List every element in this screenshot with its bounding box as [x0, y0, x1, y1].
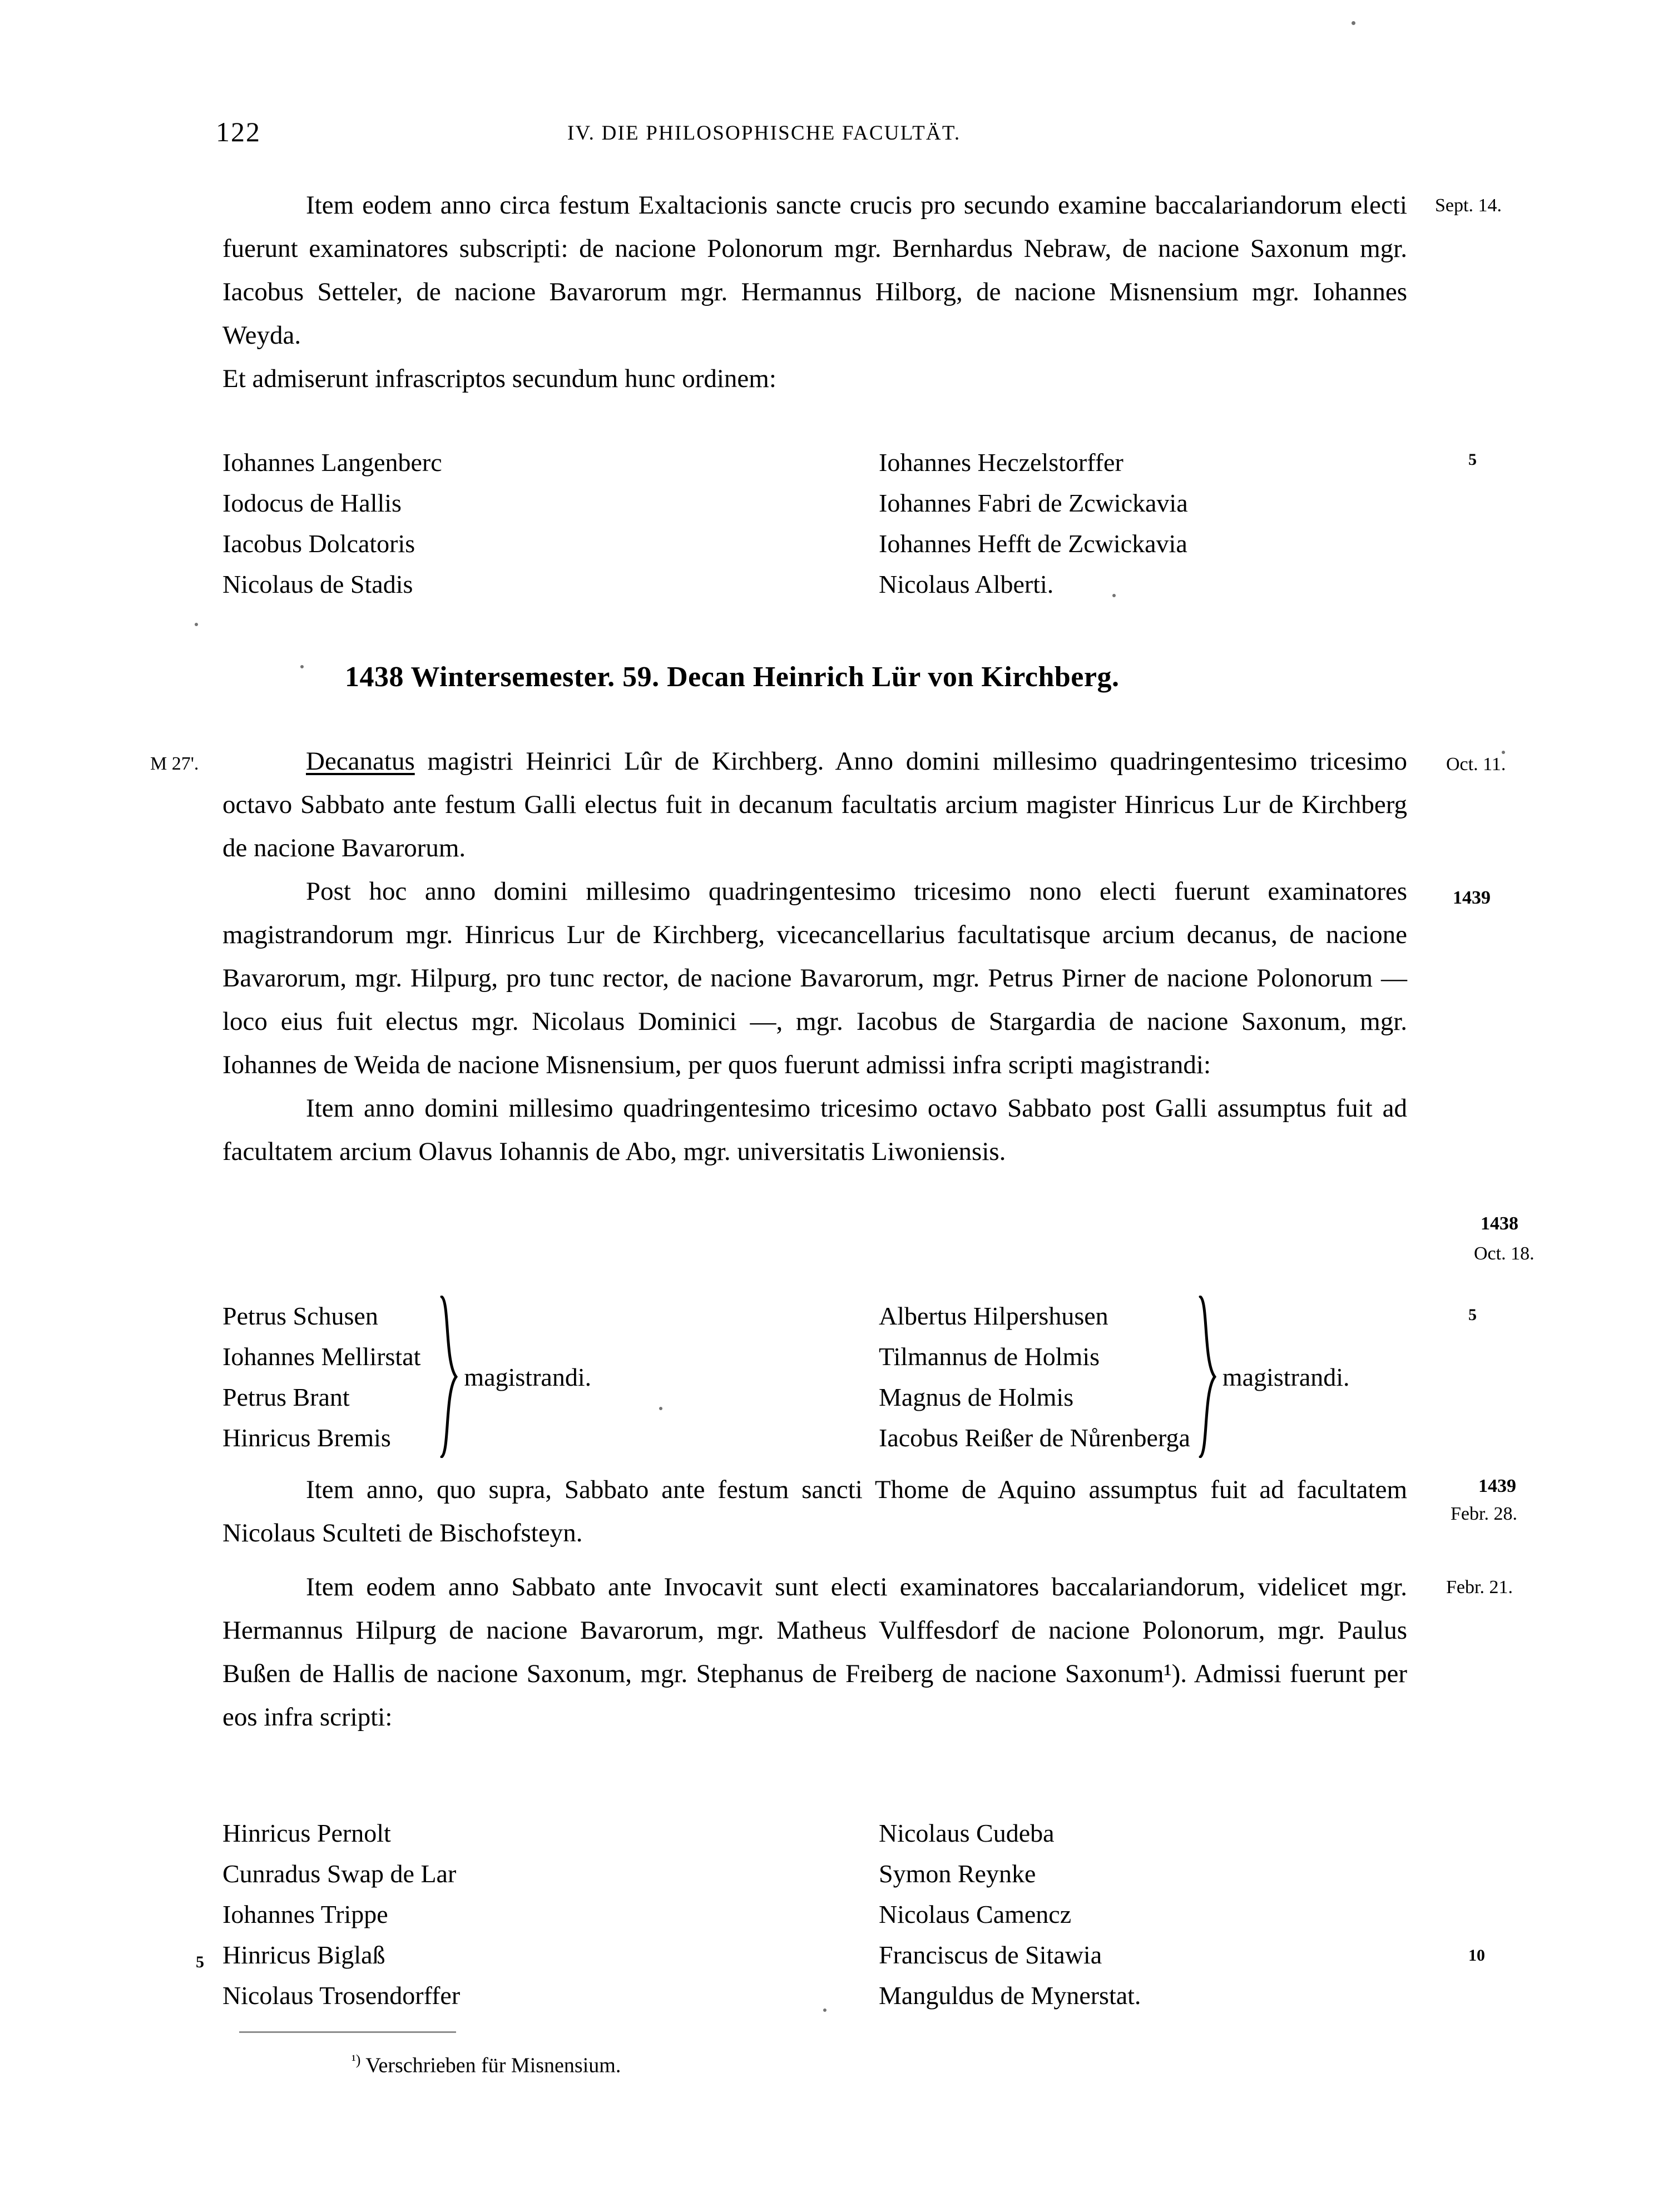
footnote-text: Verschrieben für Misnensium. — [360, 2054, 621, 2077]
paragraph-et-admiserunt: Et admiserunt infrascriptos secundum hunc ordinem: — [222, 364, 776, 393]
list-item: Hinricus Bremis — [222, 1424, 391, 1452]
line-number: 10 — [1468, 1946, 1485, 1965]
margin-note-year: 1439 — [1453, 887, 1491, 908]
line-number: 5 — [1468, 1306, 1477, 1324]
manuscript-folio-note: M 27'. — [150, 753, 199, 774]
paragraph-decanatus — [222, 740, 1407, 870]
magistrandi-group-right — [879, 1296, 1350, 1458]
list-item: Magnus de Holmis — [879, 1383, 1074, 1411]
margin-note-date: Febr. 28. — [1451, 1504, 1517, 1524]
list-item: Petrus Schusen — [222, 1302, 378, 1330]
list-item: Iodocus de Hallis — [222, 489, 402, 517]
list-item: Iacobus Reißer de Nůrenberga — [879, 1424, 1190, 1452]
list-item: Tilmannus de Holmis — [879, 1342, 1100, 1371]
magistrandi-label: magistrandi. — [464, 1362, 592, 1391]
paragraph-invocavit: Item eodem anno Sabbato ante Invocavit sunt electi examinatores baccalariandorum, videlicet mgr. Hermannus Hilpurg de nacione Bavarorum, mgr. Matheus Vulffesdorf de nacione Polonorum, mgr. Paulus Bußen de Hallis de nacione Saxonum, mgr. Stephanus de Freiberg de nacione Saxonum¹). Admissi fuerunt per eos infra scripti: — [222, 1573, 1407, 1732]
list-item: Iohannes Trippe — [222, 1900, 388, 1928]
magistrandi-brace-block — [222, 1296, 1407, 1462]
margin-note-date: Oct. 11. — [1446, 754, 1506, 775]
list-item: Nicolaus Alberti. — [879, 570, 1054, 598]
footnote — [352, 2052, 621, 2078]
name-column-left — [222, 442, 442, 604]
list-item: Iohannes Langenberc — [222, 448, 442, 477]
list-item: Albertus Hilpershusen — [879, 1302, 1108, 1330]
decanatus-keyword: Decanatus — [306, 747, 415, 776]
footnote-marker: ¹) — [352, 2052, 361, 2068]
list-item: Iohannes Fabri de Zcwickavia — [879, 489, 1188, 517]
list-item: Hinricus Biglaß — [222, 1941, 385, 1969]
paragraph-thome-de-aquino: Item anno, quo supra, Sabbato ante festum sancti Thome de Aquino assumptus fuit ad facultatem Nicolaus Sculteti de Bischofsteyn. — [222, 1475, 1407, 1548]
margin-note-date: Febr. 21. — [1446, 1577, 1513, 1598]
list-item: Symon Reynke — [879, 1859, 1036, 1888]
list-item: Petrus Brant — [222, 1383, 350, 1411]
scan-speckle — [1112, 594, 1116, 597]
curly-brace-icon — [1196, 1296, 1220, 1458]
margin-note-date: Oct. 18. — [1474, 1243, 1535, 1264]
scan-speckle — [300, 665, 304, 668]
magistrandi-label: magistrandi. — [1222, 1362, 1350, 1391]
margin-note-date: Sept. 14. — [1435, 195, 1502, 216]
list-item: Nicolaus Camencz — [879, 1900, 1072, 1928]
line-number: 5 — [196, 1953, 204, 1971]
scan-speckle — [195, 623, 198, 626]
list-item: Iacobus Dolcatoris — [222, 529, 415, 558]
section-heading: 1438 Wintersemester. 59. Decan Heinrich Lür von Kirchberg. — [345, 661, 1120, 693]
list-item: Nicolaus Trosendorffer — [222, 1981, 461, 2010]
name-column-right — [879, 1813, 1141, 2016]
list-item: Cunradus Swap de Lar — [222, 1859, 457, 1888]
margin-note-year: 1439 — [1478, 1476, 1516, 1496]
curly-brace-icon — [437, 1296, 462, 1458]
list-item: Nicolaus Cudeba — [879, 1819, 1055, 1847]
paragraph-block-2 — [222, 740, 1407, 1173]
list-item: Iohannes Hefft de Zcwickavia — [879, 529, 1187, 558]
list-item: Nicolaus de Stadis — [222, 570, 413, 598]
name-column-right — [879, 442, 1188, 604]
paragraph-olavus: Item anno domini millesimo quadringentesimo tricesimo octavo Sabbato post Galli assumptus fuit ad facultatem arcium Olavus Iohannis de Abo, mgr. universitatis Liwoniensis. — [222, 1094, 1407, 1166]
line-number: 5 — [1468, 450, 1477, 469]
scan-speckle — [659, 1407, 662, 1410]
list-item: Iohannes Mellirstat — [222, 1342, 421, 1371]
name-column-left — [222, 1813, 460, 2016]
running-head-title: IV. DIE PHILOSOPHISCHE FACULTÄT. — [567, 122, 961, 145]
footnote-separator — [239, 2031, 456, 2033]
paragraph-block-4 — [222, 1565, 1407, 1739]
page-number: 122 — [216, 116, 261, 147]
scan-speckle — [1502, 751, 1505, 754]
paragraph-block-3 — [222, 1468, 1407, 1555]
margin-note-year: 1438 — [1481, 1213, 1518, 1234]
scan-speckle — [823, 2008, 826, 2012]
magistrandi-group-left — [222, 1296, 591, 1458]
paragraph-post-hoc: Post hoc anno domini millesimo quadringentesimo tricesimo nono electi fuerunt examinatores magistrandorum mgr. Hinricus Lur de Kirchberg, vicecancellarius facultatisque arcium decanus, de nacione Bavarorum, mgr. Hilpurg, pro tunc rector, de nacione Bavarorum, mgr. Petrus Pirner de nacione Polonorum — loco eius fuit electus mgr. Nicolaus Dominici —, mgr. Iacobus de Stargardia de nacione Saxonum, mgr. Iohannes de Weida de nacione Misnensium, per quos fuerunt admissi infra scripti magistrandi: — [222, 877, 1407, 1079]
list-item: Iohannes Heczelstorffer — [879, 448, 1123, 477]
decanatus-rest: magistri Heinrici Lûr de Kirchberg. Anno domini millesimo quadringentesimo tricesimo octavo Sabbato ante festum Galli electus fuit in decanum facultatis arcium magister Hinricus Lur de Kirchberg de nacione Bavarorum. — [222, 747, 1407, 862]
list-item: Manguldus de Mynerstat. — [879, 1981, 1141, 2010]
list-item: Franciscus de Sitawia — [879, 1941, 1102, 1969]
paragraph-item-exaltacionis: Item eodem anno circa festum Exaltacionis sancte crucis pro secundo examine baccalariandorum electi fuerunt examinatores subscripti: de nacione Polonorum mgr. Bernhardus Nebraw, de nacione Saxonum mgr. Iacobus Setteler, de nacione Bavarorum mgr. Hermannus Hilborg, de nacione Misnensium mgr. Iohannes Weyda. — [222, 191, 1407, 350]
name-column-left — [222, 1296, 420, 1458]
name-column-right — [879, 1296, 1190, 1458]
paragraph-block-1 — [222, 183, 1407, 400]
scan-speckle — [1352, 21, 1355, 25]
list-item: Hinricus Pernolt — [222, 1819, 391, 1847]
running-head — [0, 116, 1668, 149]
